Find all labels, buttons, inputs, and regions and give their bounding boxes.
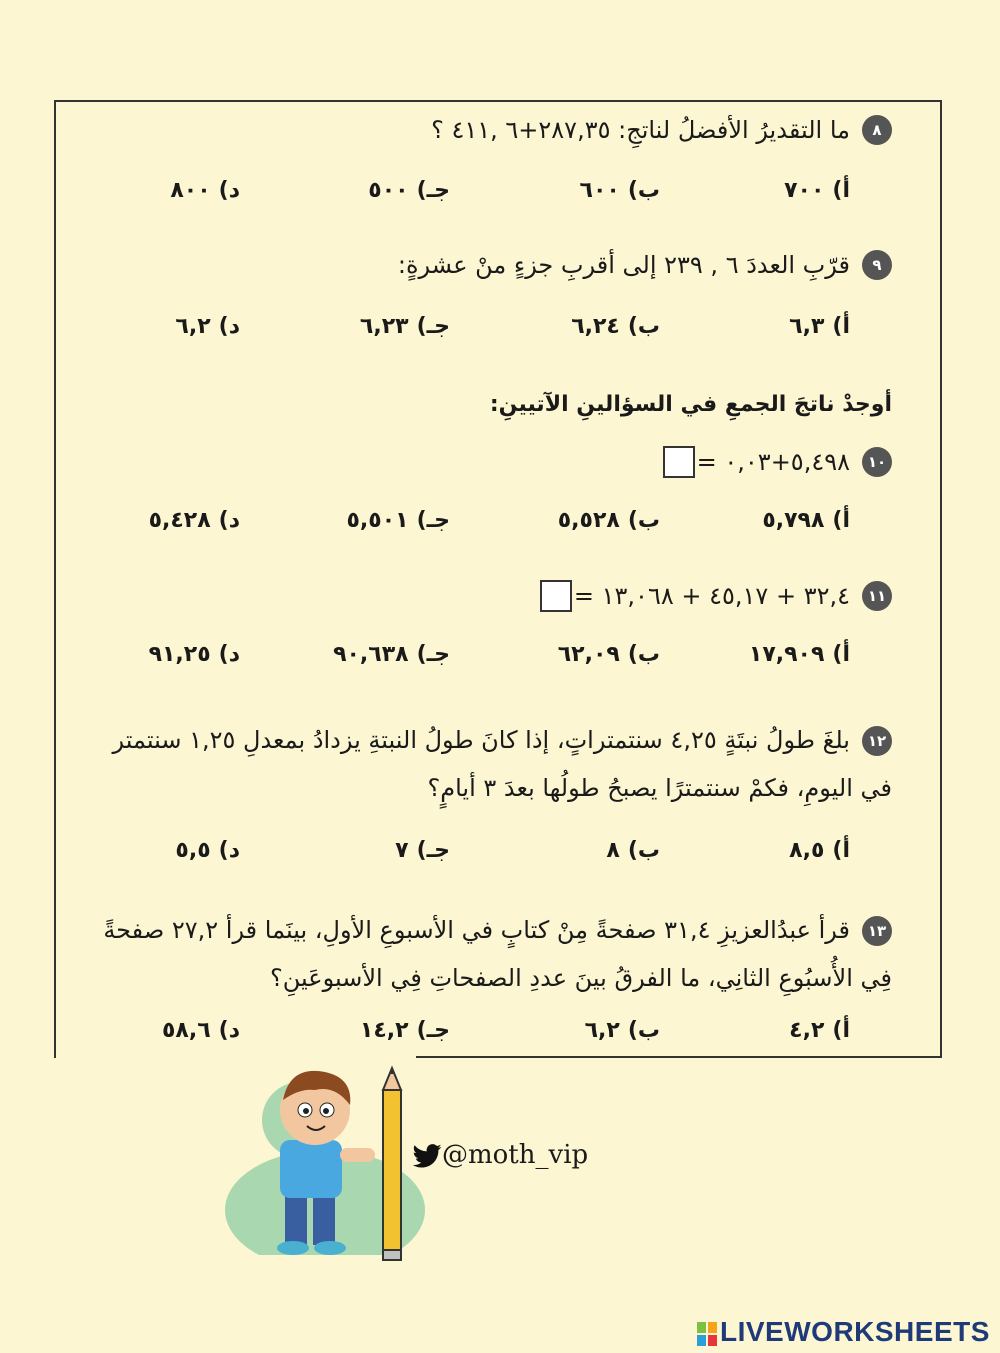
liveworksheets-icon	[697, 1322, 717, 1346]
question-number: ٨	[862, 115, 892, 145]
question-11	[540, 580, 892, 612]
twitter-handle: @moth_vip	[412, 1140, 588, 1170]
option-b[interactable]: ب)٥,٥٢٨	[557, 508, 660, 533]
answer-box[interactable]	[540, 580, 572, 612]
option-d[interactable]: د)٥,٥	[175, 838, 240, 863]
question-9	[398, 250, 892, 280]
option-c[interactable]: جـ)٥,٥٠١	[346, 508, 450, 533]
option-b[interactable]: ب)٨	[606, 838, 660, 863]
question-text: قرّبِ العددَ ٦ , ٢٣٩ إلى أقربِ جزءٍ منْ عشرةٍ:	[397, 251, 850, 279]
question-number: ١٠	[862, 447, 892, 477]
question-text: ٣٢,٤ + ٤٥,١٧ + ١٣,٠٦٨ =	[573, 582, 850, 610]
option-d[interactable]: د)٨٠٠	[170, 178, 240, 203]
options-10	[150, 508, 850, 540]
question-12	[102, 716, 892, 812]
option-c[interactable]: جـ)٦,٢٣	[359, 314, 450, 339]
option-b[interactable]: ب)٦,٢٤	[571, 314, 660, 339]
question-text-line1: بلغَ طولُ نبتَةٍ ٤,٢٥ سنتمتراتٍ، إذا كانَ طولُ النبتةِ يزدادُ بمعدلِ ١,٢٥ سنتمتر	[112, 726, 850, 754]
options-13	[150, 1018, 850, 1050]
options-12	[150, 838, 850, 870]
question-number: ١١	[862, 581, 892, 611]
option-d[interactable]: د)٦,٢	[175, 314, 240, 339]
option-a[interactable]: أ)٧٠٠	[784, 178, 850, 203]
question-number: ٩	[862, 250, 892, 280]
option-b[interactable]: ب)٦,٢	[584, 1018, 660, 1043]
question-text-line2: في اليومِ، فكمْ سنتمترًا يصبحُ طولُها بعدَ ٣ أيامٍ؟	[427, 774, 892, 802]
question-8	[431, 115, 892, 145]
question-text-line1: قرأ عبدُالعزيزِ ٣١,٤ صفحةً مِنْ كتابٍ في الأسبوعِ الأولِ، بينَما قرأ ٢٧,٢ صفحةً	[103, 916, 850, 944]
question-text: ما التقديرُ الأفضلُ لناتجِ: ٢٨٧,٣٥+٦ ,٤١١ ؟	[431, 116, 850, 144]
question-text: ٥,٤٩٨+٠,٠٣ =	[696, 448, 850, 476]
options-11	[150, 642, 850, 674]
option-a[interactable]: أ)٤,٢	[789, 1018, 850, 1043]
option-a[interactable]: أ)٨,٥	[789, 838, 850, 863]
question-number: ١٢	[862, 726, 892, 756]
option-b[interactable]: ب)٦٠٠	[579, 178, 660, 203]
question-number: ١٣	[862, 916, 892, 946]
question-10	[663, 446, 892, 478]
option-c[interactable]: جـ)٩٠,٦٣٨	[333, 642, 450, 667]
option-c[interactable]: جـ)٥٠٠	[368, 178, 450, 203]
question-text-line2: فِي الأُسبُوعِ الثانِي، ما الفرقُ بينَ عددِ الصفحاتِ فِي الأسبوعَينِ؟	[270, 964, 892, 992]
option-d[interactable]: د)٥,٤٢٨	[148, 508, 240, 533]
option-d[interactable]: د)٥٨,٦	[162, 1018, 240, 1043]
option-c[interactable]: جـ)٧	[395, 838, 450, 863]
option-d[interactable]: د)٩١,٢٥	[148, 642, 240, 667]
option-a[interactable]: أ)١٧,٩٠٩	[748, 642, 850, 667]
options-9	[150, 314, 850, 346]
question-13	[102, 906, 892, 1002]
option-b[interactable]: ب)٦٢,٠٩	[557, 642, 660, 667]
option-a[interactable]: أ)٦,٣	[789, 314, 850, 339]
section-heading: أوجدْ ناتجَ الجمعِ في السؤالينِ الآتيينِ:	[489, 392, 892, 417]
options-8	[150, 178, 850, 210]
answer-box[interactable]	[663, 446, 695, 478]
liveworksheets-logo: LIVEWORKSHEETS	[697, 1316, 990, 1348]
option-c[interactable]: جـ)١٤,٢	[359, 1018, 450, 1043]
twitter-bird-icon	[412, 1144, 442, 1168]
option-a[interactable]: أ)٥,٧٩٨	[762, 508, 850, 533]
